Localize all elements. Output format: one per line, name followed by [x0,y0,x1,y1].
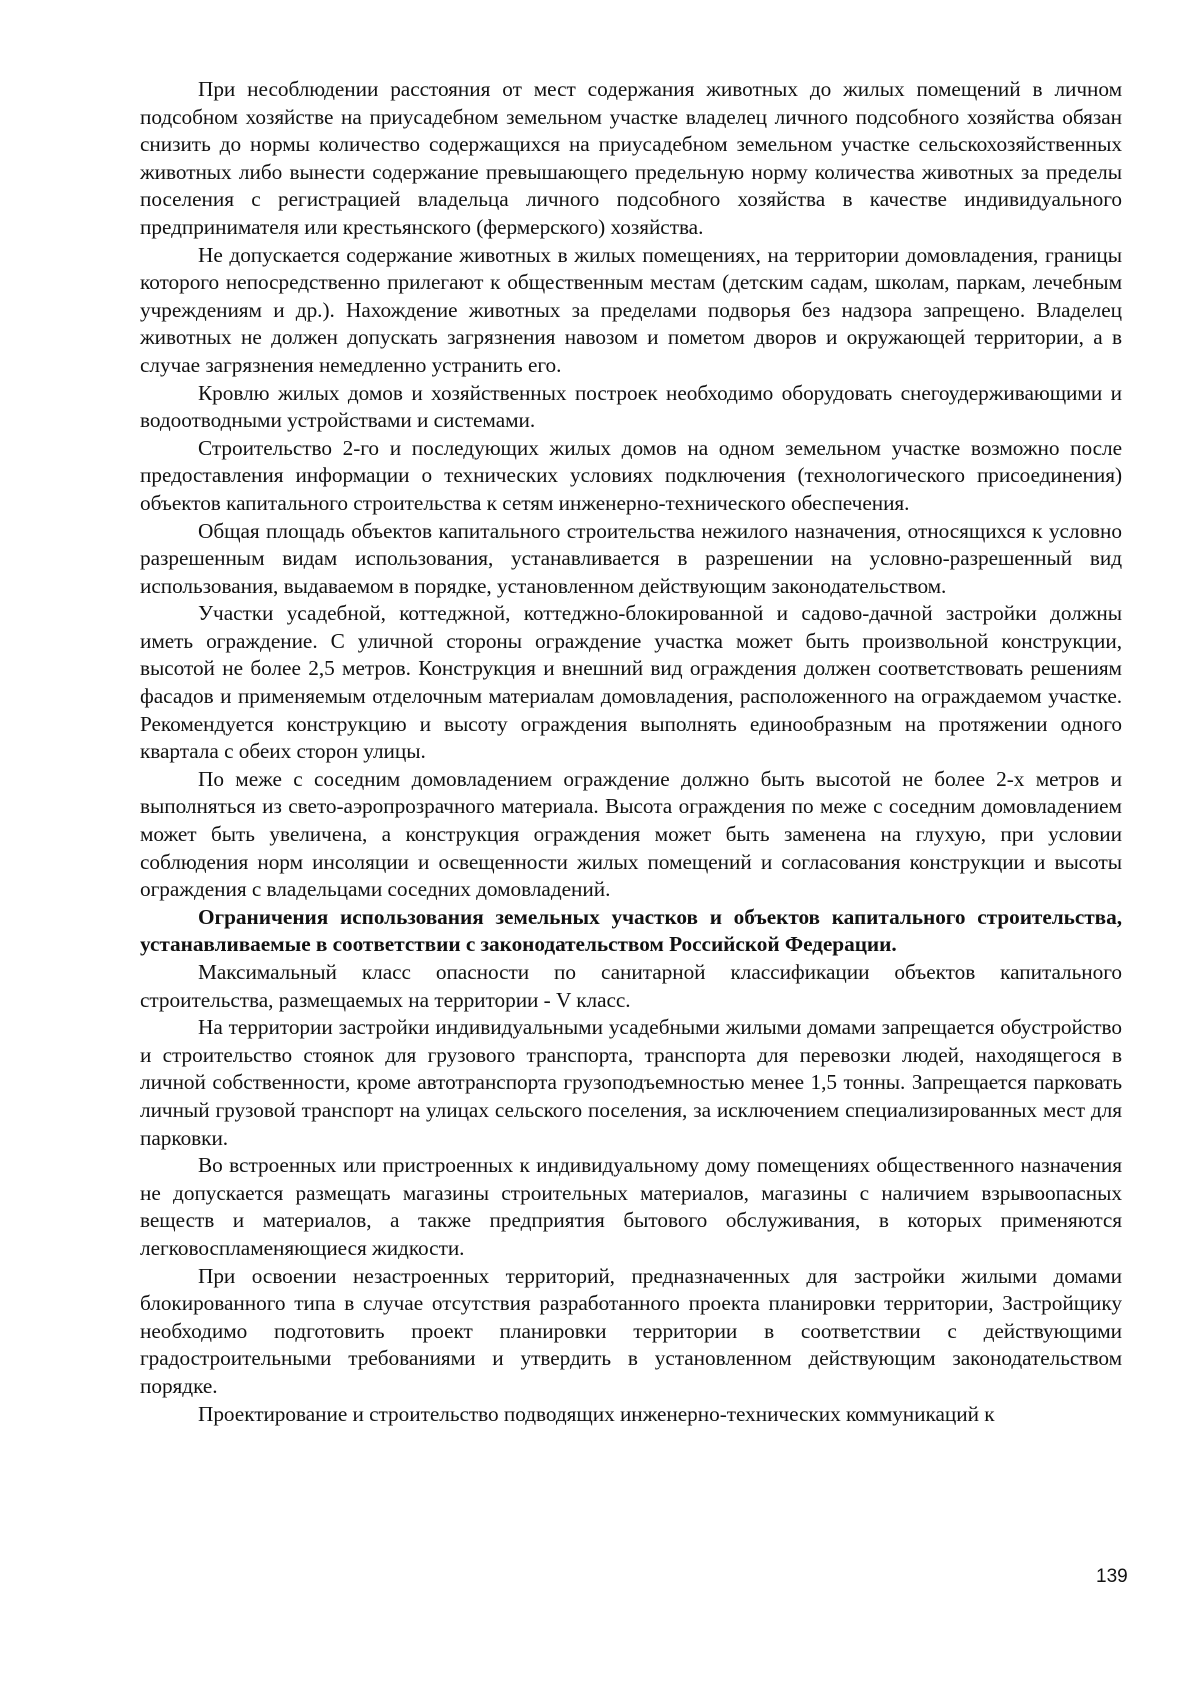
page-number: 139 [1096,1566,1128,1587]
paragraph-utilities: Проектирование и строительство подводящих инженерно-технических коммуникаций к [198,1401,995,1426]
document-body [140,76,1122,1428]
paragraph-roofing: Кровлю жилых домов и хозяйственных построек необходимо оборудовать снегоудерживающими и водоотводными устройствами и системами. [140,380,1122,433]
paragraph-hazard-class: Максимальный класс опасности по санитарной классификации объектов капитального строительства, размещаемых на территории - V класс. [140,960,1122,1012]
paragraph-nonresidential-area: Общая площадь объектов капитального строительства нежилого назначения, относящихся к условно разрешенным видам использования, устанавливается в разрешении на условно-разрешенный вид использования, выдаваемом в порядке, установленном действующим законодательством. [140,518,1122,598]
paragraph-fencing-boundary: По меже с соседним домовладением ограждение должно быть высотой не более 2-х метров и выполняться из свето-аэропрозрачного материала. Высота ограждения по меже с соседним домовладением может быть увеличена, а конструкция ограждения может быть заменена на глухую, при условии соблюдения норм инсоляции и освещенности жилых помещений и согласования конструкции и высоты ограждения с владельцами соседних домовладений. [140,766,1122,902]
paragraph-livestock-distance: При несоблюдении расстояния от мест содержания животных до жилых помещений в личном подсобном хозяйстве на приусадебном земельном участке владелец личного подсобного хозяйства обязан снизить до нормы количество содержащихся на приусадебном земельном участке сельскохозяйственных животных либо вынести содержание превышающего предельную норму количества животных за пределы поселения с регистрацией владельца личного подсобного хозяйства в качестве индивидуального предпринимателя или крестьянского (фермерского) хозяйства. [140,77,1122,239]
paragraph-second-house: Строительство 2-го и последующих жилых домов на одном земельном участке возможно после предоставления информации о технических условиях подключения (технологического присоединения) объектов капитального строительства к сетям инженерно-технического обеспечения. [140,435,1122,515]
paragraph-undeveloped-territories: При освоении незастроенных территорий, предназначенных для застройки жилыми домами блокированного типа в случае отсутствия разработанного проекта планировки территории, Застройщику необходимо подготовить проект планировки территории в соответствии с действующими градостроительными требованиями и утвердить в установленном действующим законодательством порядке. [140,1263,1122,1398]
paragraph-parking: На территории застройки индивидуальными усадебными жилыми домами запрещается обустройство и строительство стоянок для грузового транспорта, транспорта для перевозки людей, находящегося в личной собственности, кроме автотранспорта грузоподъемностью менее 1,5 тонны. Запрещается парковать личный грузовой транспорт на улицах сельского поселения, за исключением специализированных мест для парковки. [140,1015,1122,1150]
paragraph-fencing-street: Участки усадебной, коттеджной, коттеджно-блокированной и садово-дачной застройки должны иметь ограждение. С уличной стороны ограждение участка может быть произвольной конструкции, высотой не более 2,5 метров. Конструкция и внешний вид ограждения должен соответствовать решениям фасадов и применяемым отделочным материалам домовладения, расположенного на ограждаемом участке. Рекомендуется конструкцию и высоту ограждения выполнять единообразным на протяжении одного квартала с обеих сторон улицы. [140,601,1122,764]
paragraph-animals-in-dwellings: Не допускается содержание животных в жилых помещениях, на территории домовладения, границы которого непосредственно прилегают к общественным местам (детским садам, школам, паркам, лечебным учреждениям и др.). Нахождение животных за пределами подворья без надзора запрещено. Владелец животных не должен допускать загрязнения навозом и пометом дворов и окружающей территории, а в случае загрязнения немедленно устранить его. [140,242,1122,377]
paragraph-builtin-premises: Во встроенных или пристроенных к индивидуальному дому помещениях общественного назначения не допускается размещать магазины строительных материалов, магазины с наличием взрывоопасных веществ и материалов, а также предприятия бытового обслуживания, в которых применяются легковоспламеняющиеся жидкости. [140,1153,1122,1260]
section-heading-restrictions: Ограничения использования земельных участков и объектов капитального строительства, устанавливаемые в соответствии с законодательством Российской Федерации. [140,904,1122,957]
